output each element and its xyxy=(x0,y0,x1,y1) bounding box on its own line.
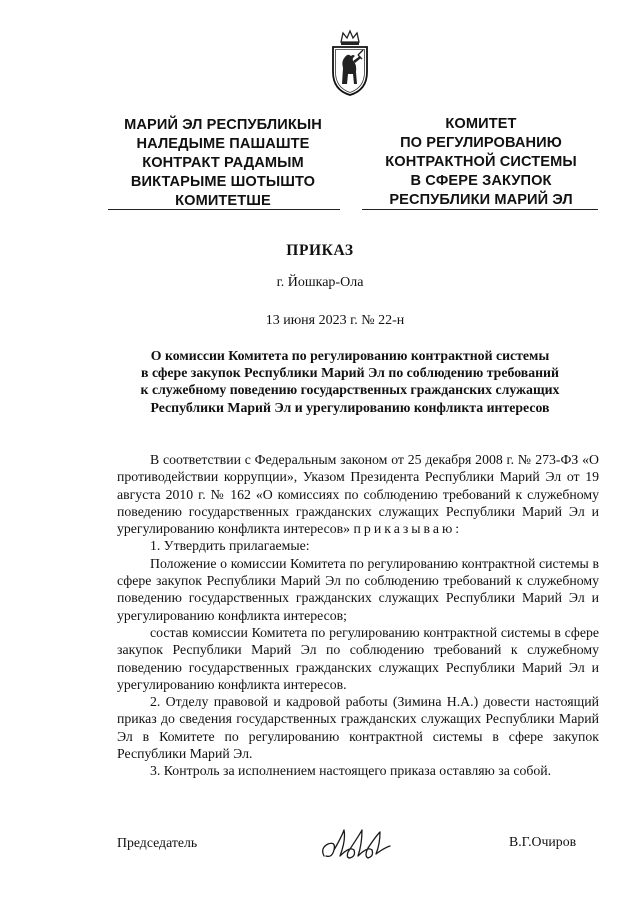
header-left-line: МАРИЙ ЭЛ РЕСПУБЛИКЫН xyxy=(124,117,322,133)
header-divider-right xyxy=(362,209,598,210)
header-left-mari xyxy=(108,116,338,211)
document-city: г. Йошкар-Ола xyxy=(276,275,364,290)
handwritten-signature-icon xyxy=(316,826,406,864)
header-left-line: КОНТРАКТ РАДАМЫМ xyxy=(142,155,304,171)
header-right-line: КОНТРАКТНОЙ СИСТЕМЫ xyxy=(385,154,577,170)
document-body xyxy=(117,451,599,780)
document-type: ПРИКАЗ xyxy=(286,242,354,259)
header-right-line: РЕСПУБЛИКИ МАРИЙ ЭЛ xyxy=(389,192,573,208)
header-left-line: НАЛЕДЫМЕ ПАШАШТЕ xyxy=(136,136,310,152)
signatory-title: Председатель xyxy=(117,835,198,850)
order-keyword: приказываю: xyxy=(353,521,463,537)
signatory-name: В.Г.Очиров xyxy=(509,834,577,849)
preamble-text: В соответствии с Федеральным законом от 25 декабря 2008 г. № 273-ФЗ «О противодействии коррупции», Указом Президента Республики Марий Эл от 19 августа 2010 г. № 162 «О комиссиях по соблюдению требований к служебному поведению государственных гражданских служащих Республики Марий Эл и урегулированию конфликта интересов» xyxy=(117,452,599,537)
coat-of-arms-icon xyxy=(329,28,371,98)
body-paragraph: состав комиссии Комитета по регулированию контрактной системы в сфере закупок Республики Марий Эл по соблюдению требований к служебному поведению государственных гражданских служащих Республики Марий Эл и урегулированию конфликта интересов. xyxy=(117,624,599,692)
body-paragraph: 3. Контроль за исполнением настоящего приказа оставляю за собой. xyxy=(150,763,552,779)
subject-line: О комиссии Комитета по регулированию контрактной системы xyxy=(150,348,550,363)
header-divider-left xyxy=(108,209,340,210)
body-paragraph: 2. Отделу правовой и кадровой работы (Зимина Н.А.) довести настоящий приказ до сведения государственных гражданских служащих Республики Марий Эл в Комитете по регулированию контрактной системы в сфере закупок Республики Марий Эл. xyxy=(117,694,599,762)
body-paragraph: Положение о комиссии Комитета по регулированию контрактной системы в сфере закупок Республики Марий Эл по соблюдению требований к служебному поведению государственных гражданских служащих Республики Марий Эл и урегулированию конфликта интересов; xyxy=(117,555,599,623)
header-left-line: ВИКТАРЫМЕ ШОТЫШТО xyxy=(130,174,316,190)
header-left-line: КОМИТЕТШЕ xyxy=(175,193,271,209)
subject-line: к служебному поведению государственных гражданских служащих xyxy=(140,382,560,398)
body-paragraph: 1. Утвердить прилагаемые: xyxy=(150,538,310,554)
document-date-number: 13 июня 2023 г. № 22-н xyxy=(265,313,405,328)
subject-line: в сфере закупок Республики Марий Эл по соблюдению требований xyxy=(141,365,559,381)
document-subject xyxy=(100,347,600,416)
header-right-line: КОМИТЕТ xyxy=(445,116,517,132)
body-paragraph-preamble xyxy=(117,451,599,537)
subject-line: Республики Марий Эл и урегулированию конфликта интересов xyxy=(150,399,550,415)
header-right-line: В СФЕРЕ ЗАКУПОК xyxy=(410,173,552,189)
header-right-line: ПО РЕГУЛИРОВАНИЮ xyxy=(400,135,562,151)
header-right-russian xyxy=(364,115,598,210)
